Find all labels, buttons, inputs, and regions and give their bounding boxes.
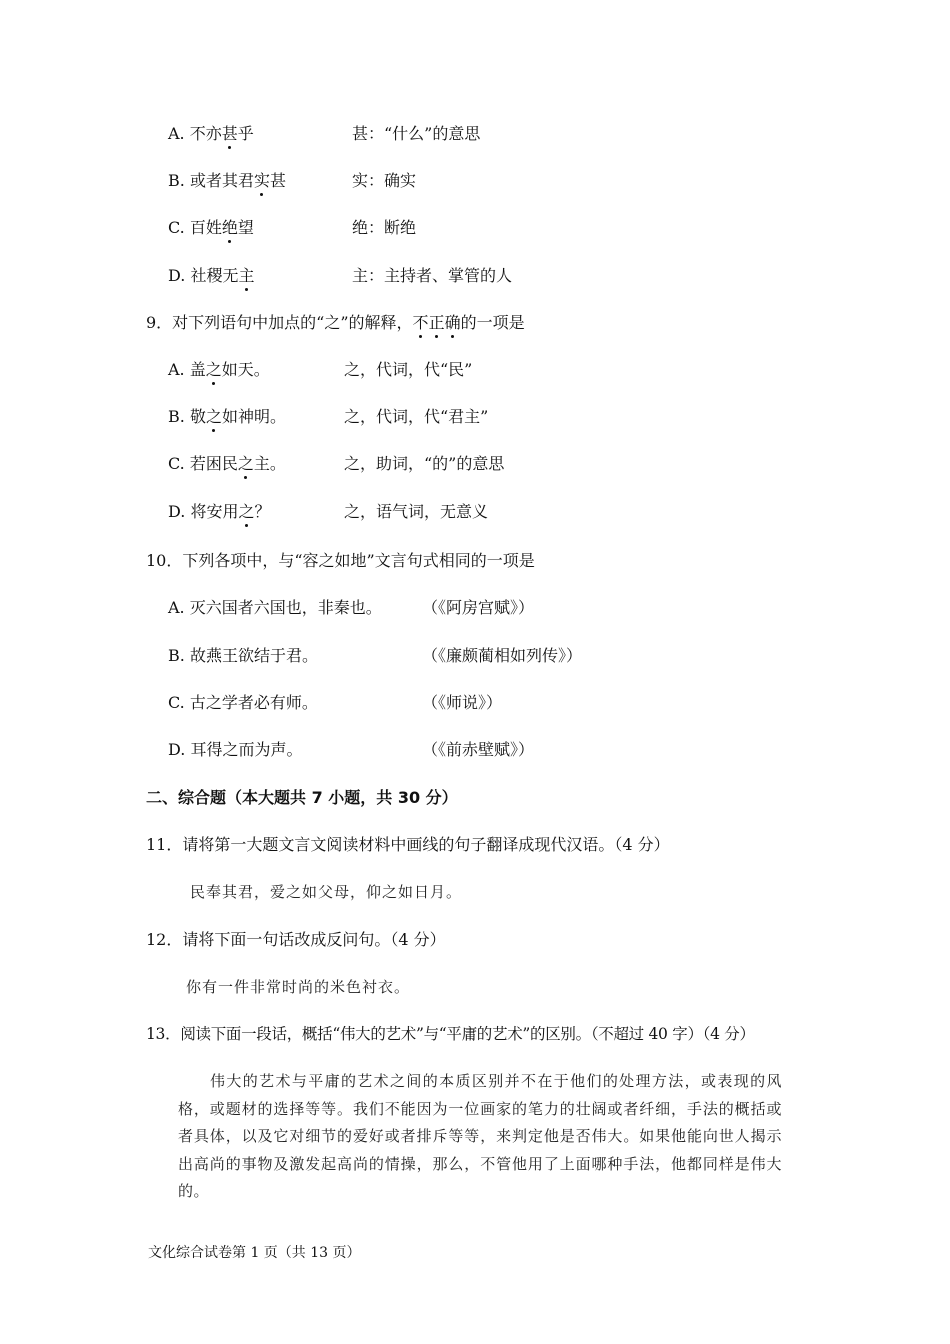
q9-option-a bbox=[168, 360, 270, 380]
dotted-char: 绝 bbox=[221, 218, 238, 237]
dotted-char: 主 bbox=[238, 266, 255, 285]
q10-option-a bbox=[168, 598, 382, 618]
q8-gloss-d: 主：主持者、掌管的人 bbox=[352, 266, 513, 285]
q9-option-b bbox=[168, 407, 286, 427]
option-letter: A. bbox=[168, 598, 185, 617]
q10-option-c bbox=[168, 693, 318, 713]
option-letter: B. bbox=[168, 407, 185, 426]
option-letter: A. bbox=[168, 360, 185, 379]
q9-gloss-a: 之，代词，代“民” bbox=[344, 360, 473, 379]
dotted-char: 之 bbox=[205, 407, 222, 426]
dotted-char: 之 bbox=[237, 454, 254, 473]
q8-option-d bbox=[168, 266, 254, 286]
option-letter: C. bbox=[168, 218, 185, 237]
stem-text: 9．对下列语句中加点的“之”的解释， bbox=[146, 313, 413, 332]
q10-stem: 10．下列各项中，与“容之如地”文言句式相同的一项是 bbox=[146, 551, 535, 570]
section-heading: 二、综合题（本大题共 7 小题，共 30 分） bbox=[146, 788, 458, 807]
q9-gloss-b: 之，代词，代“君主” bbox=[344, 407, 489, 426]
option-letter: B. bbox=[168, 171, 185, 190]
option-text: 敬 bbox=[189, 407, 206, 426]
option-text: 主。 bbox=[253, 454, 286, 473]
dotted-char: 甚 bbox=[221, 124, 238, 143]
option-text: 社稷无 bbox=[190, 266, 239, 285]
option-text: ？ bbox=[254, 502, 271, 521]
dotted-char: 实 bbox=[253, 171, 270, 190]
q8-gloss-a: 甚：“什么”的意思 bbox=[352, 124, 481, 143]
q10-source-b: （《廉颇蔺相如列传》） bbox=[422, 646, 583, 665]
q9-gloss-d: 之，语气词，无意义 bbox=[344, 502, 489, 521]
q10-source-c: （《师说》） bbox=[422, 693, 503, 712]
q10-option-b bbox=[168, 646, 318, 666]
option-letter: C. bbox=[168, 454, 185, 473]
option-text: 或者其君 bbox=[189, 171, 254, 190]
dotted-char: 之 bbox=[238, 502, 255, 521]
option-text: 故燕王欲结于君。 bbox=[189, 646, 318, 665]
option-letter: B. bbox=[168, 646, 185, 665]
option-text: 盖 bbox=[189, 360, 206, 379]
option-letter: D. bbox=[168, 266, 186, 285]
q10-source-a: （《阿房宫赋》） bbox=[422, 598, 535, 617]
dotted-char: 之 bbox=[205, 360, 222, 379]
q8-option-a bbox=[168, 124, 254, 144]
option-text: 若困民 bbox=[189, 454, 238, 473]
q9-gloss-c: 之，助词，“的”的意思 bbox=[344, 454, 505, 473]
dotted-char: 不 bbox=[412, 313, 429, 332]
q11-quote: 民奉其君，爱之如父母，仰之如日月。 bbox=[190, 883, 463, 901]
q12-stem: 12．请将下面一句话改成反问句。（4 分） bbox=[146, 930, 446, 949]
option-letter: C. bbox=[168, 693, 185, 712]
q13-stem: 13．阅读下面一段话，概括“伟大的艺术”与“平庸的艺术”的区别。（不超过 40 字）（4 分） bbox=[146, 1025, 755, 1043]
option-text: 百姓 bbox=[189, 218, 222, 237]
option-text: 不亦 bbox=[189, 124, 222, 143]
option-text: 耳得之而为声。 bbox=[190, 740, 303, 759]
option-text: 古之学者必有师。 bbox=[189, 693, 318, 712]
page-footer: 文化综合试卷第 1 页（共 13 页） bbox=[148, 1245, 361, 1261]
stem-text: 的一项是 bbox=[460, 313, 525, 332]
option-text: 灭六国者六国也，非秦也。 bbox=[189, 598, 382, 617]
q8-option-b bbox=[168, 171, 286, 191]
q10-source-d: （《前赤壁赋》） bbox=[422, 740, 535, 759]
option-letter: D. bbox=[168, 502, 186, 521]
q8-gloss-c: 绝：断绝 bbox=[352, 218, 417, 237]
option-text: 如天。 bbox=[221, 360, 270, 379]
option-text: 将安用 bbox=[190, 502, 239, 521]
option-text: 乎 bbox=[237, 124, 254, 143]
option-letter: D. bbox=[168, 740, 186, 759]
q13-passage: 伟大的艺术与平庸的艺术之间的本质区别并不在于他们的处理方法，或表现的风格，或题材的选择等等。我们不能因为一位画家的笔力的壮阔或者纤细，手法的概括或者具体，以及它对细节的爱好或者排斥等等，来判定他是否伟大。如果他能向世人揭示出高尚的事物及激发起高尚的情操，那么，不管他用了上面哪种手法，他都同样是伟大的。 bbox=[178, 1072, 782, 1200]
dotted-char: 确 bbox=[444, 313, 461, 332]
q10-option-d bbox=[168, 740, 302, 760]
q9-stem bbox=[146, 313, 525, 333]
q9-option-c bbox=[168, 454, 286, 474]
q8-option-c bbox=[168, 218, 254, 238]
q12-quote: 你有一件非常时尚的米色衬衣。 bbox=[186, 978, 411, 996]
q11-stem: 11．请将第一大题文言文阅读材料中画线的句子翻译成现代汉语。（4 分） bbox=[146, 835, 670, 854]
q8-gloss-b: 实：确实 bbox=[352, 171, 417, 190]
q9-option-d bbox=[168, 502, 270, 522]
dotted-char: 正 bbox=[428, 313, 445, 332]
option-letter: A. bbox=[168, 124, 185, 143]
option-text: 甚 bbox=[269, 171, 286, 190]
option-text: 如神明。 bbox=[221, 407, 286, 426]
option-text: 望 bbox=[237, 218, 254, 237]
